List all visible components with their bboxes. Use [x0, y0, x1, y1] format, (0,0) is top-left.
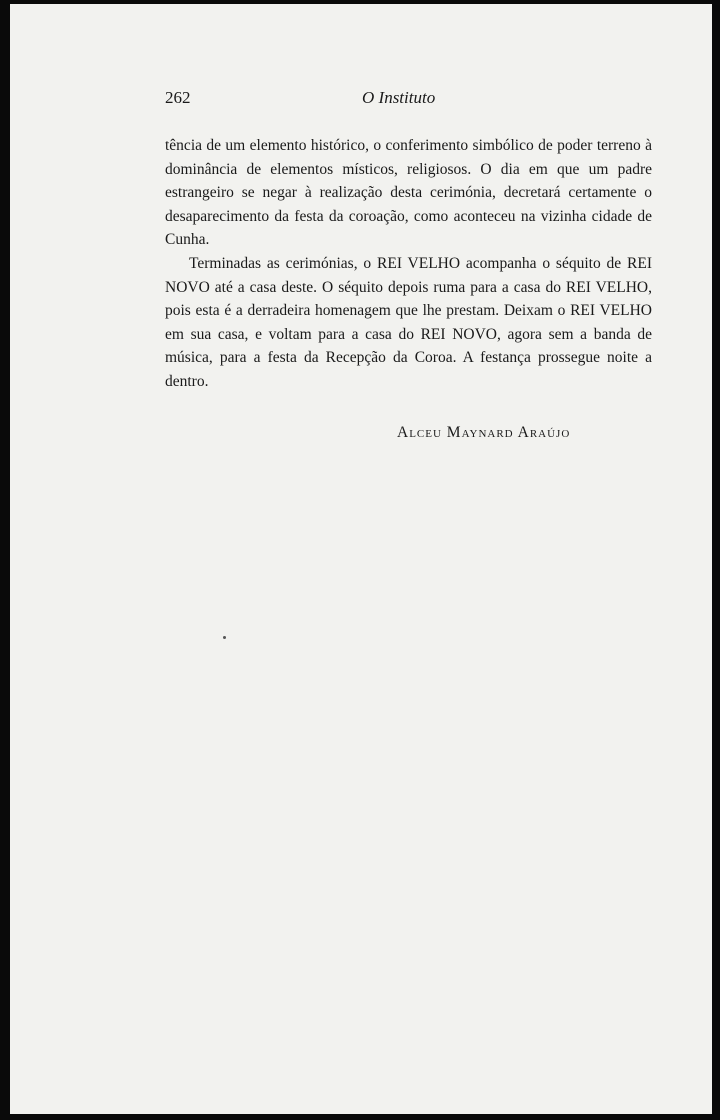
paragraph-2: Terminadas as cerimónias, o REI VELHO acompanha o séquito de REI NOVO até a casa deste. O séquito depois ruma para a casa do REI VELHO, pois esta é a derradeira homenagem que lhe prestam. Deixam o REI VELHO em sua casa, e voltam para a casa do REI NOVO, agora sem a banda de música, para a festa da Recepção da Coroa. A festança prossegue noite a dentro. — [165, 254, 652, 390]
body-text — [165, 134, 652, 394]
page-number: 262 — [165, 88, 191, 107]
paper-speck — [223, 636, 226, 639]
journal-title: O Instituto — [362, 88, 436, 107]
page-header — [165, 88, 652, 114]
paragraph-1: tência de um elemento histórico, o conferimento simbólico de poder terreno à dominância de elementos místicos, religiosos. O dia em que um padre estrangeiro se negar à realização desta cerimónia, decretará certamente o desaparecimento da festa da coroação, como aconteceu na vizinha cidade de Cunha. — [165, 137, 652, 249]
author-signature: Alceu Maynard Araújo — [397, 424, 571, 441]
